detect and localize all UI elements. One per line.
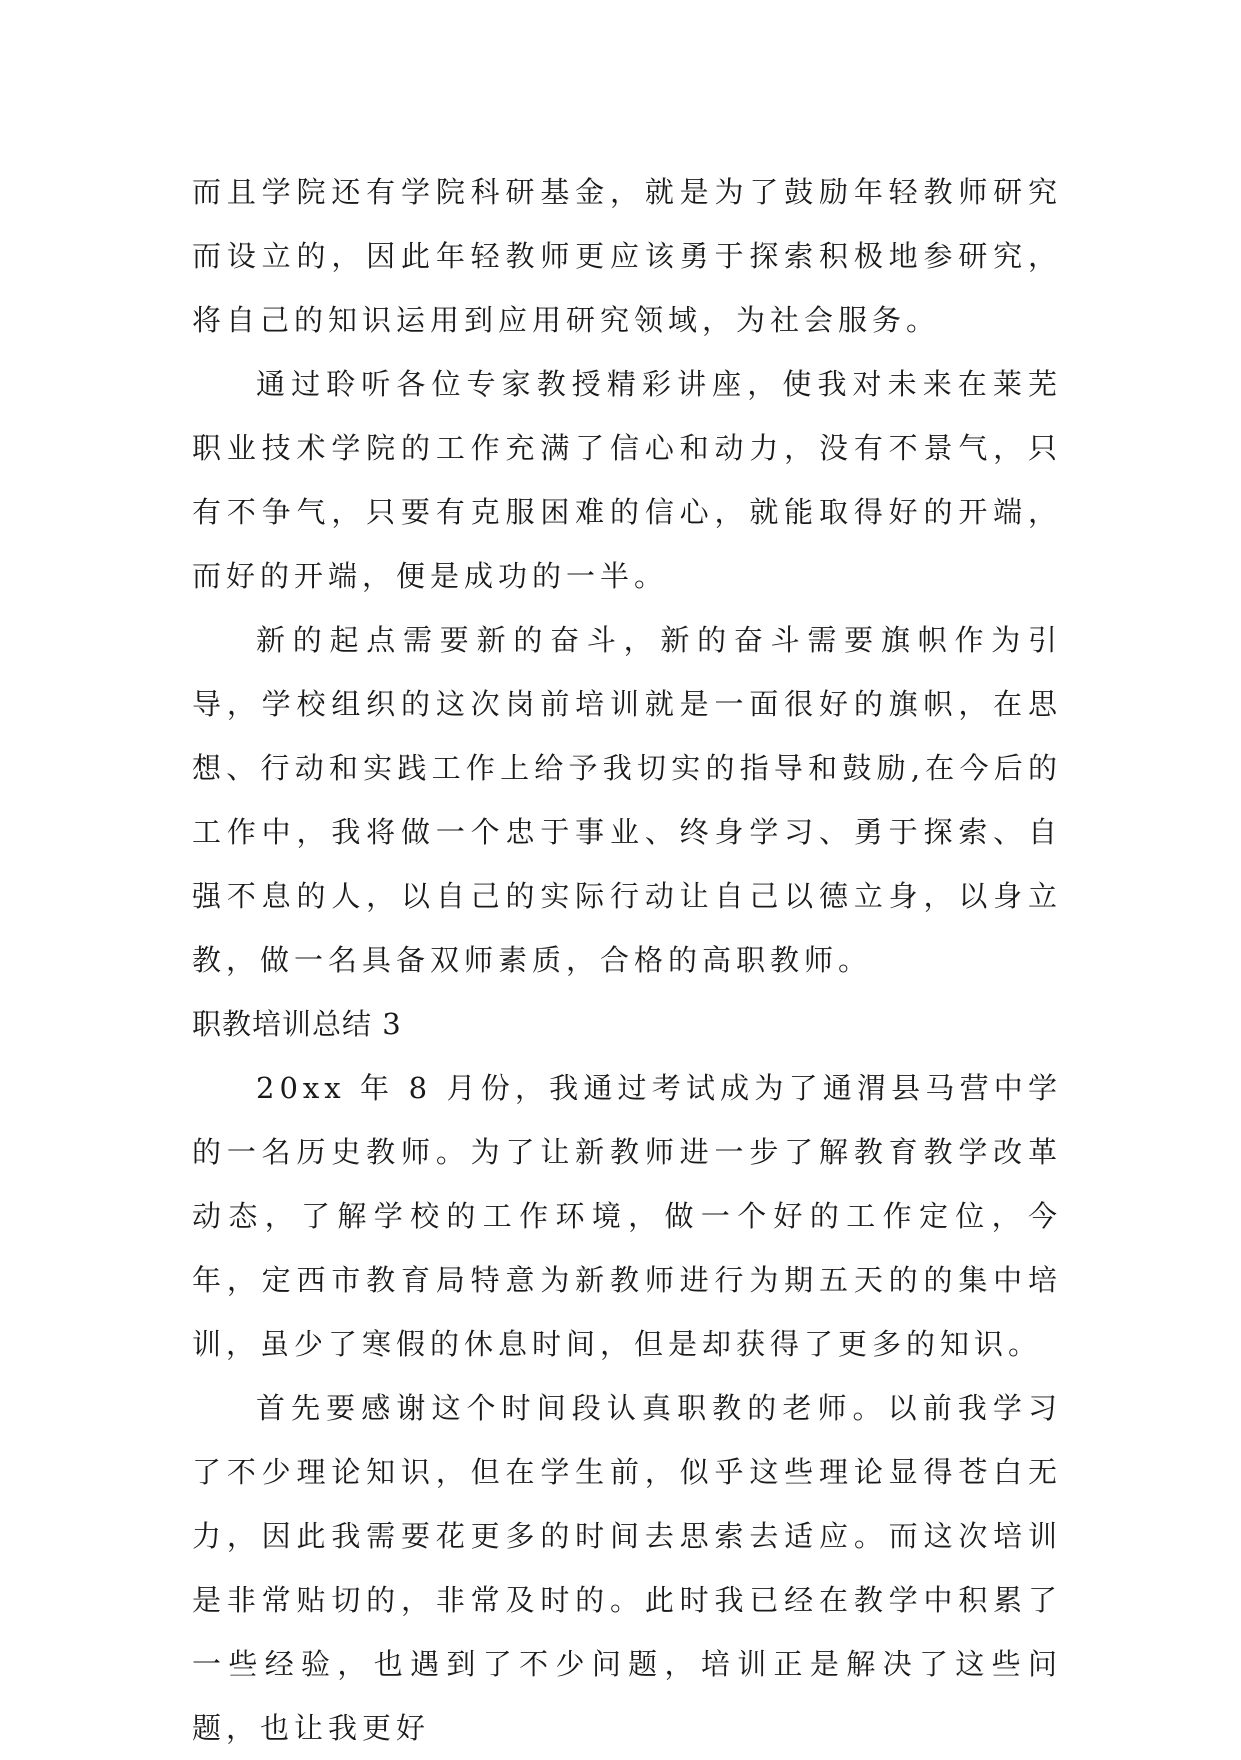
paragraph-research-fund: 而且学院还有学院科研基金，就是为了鼓励年轻教师研究而设立的，因此年轻教师更应该勇于探索积极地参研究，将自己的知识运用到应用研究领域，为社会服务。 [192, 175, 1062, 337]
paragraph-new-start: 新的起点需要新的奋斗，新的奋斗需要旗帜作为引导，学校组织的这次岗前培训就是一面很好的旗帜，在思想、行动和实践工作上给予我切实的指导和鼓励,在今后的工作中，我将做一个忠于事业、终身学习、勇于探索、自强不息的人，以自己的实际行动让自己以德立身，以身立教，做一名具备双师素质，合格的高职教师。 [192, 623, 1062, 977]
paragraph-thanks: 首先要感谢这个时间段认真职教的老师。以前我学习了不少理论知识，但在学生前，似乎这些理论显得苍白无力，因此我需要花更多的时间去思索去适应。而这次培训是非常贴切的，非常及时的。此时我已经在教学中积累了一些经验，也遇到了不少问题，培训正是解决了这些问题，也让我更好 [192, 1391, 1062, 1745]
paragraph-history-teacher: 20xx 年 8 月份，我通过考试成为了通渭县马营中学的一名历史教师。为了让新教师进一步了解教育教学改革动态，了解学校的工作环境，做一个好的工作定位，今年，定西市教育局特意为新教师进行为期五天的的集中培训，虽少了寒假的休息时间，但是却获得了更多的知识。 [192, 1071, 1062, 1361]
document-body [192, 160, 1062, 1760]
section-heading: 职教培训总结 3 [192, 1007, 402, 1041]
paragraph-lectures: 通过聆听各位专家教授精彩讲座，使我对未来在莱芜职业技术学院的工作充满了信心和动力，没有不景气，只有不争气，只要有克服困难的信心，就能取得好的开端，而好的开端，便是成功的一半。 [192, 367, 1062, 593]
